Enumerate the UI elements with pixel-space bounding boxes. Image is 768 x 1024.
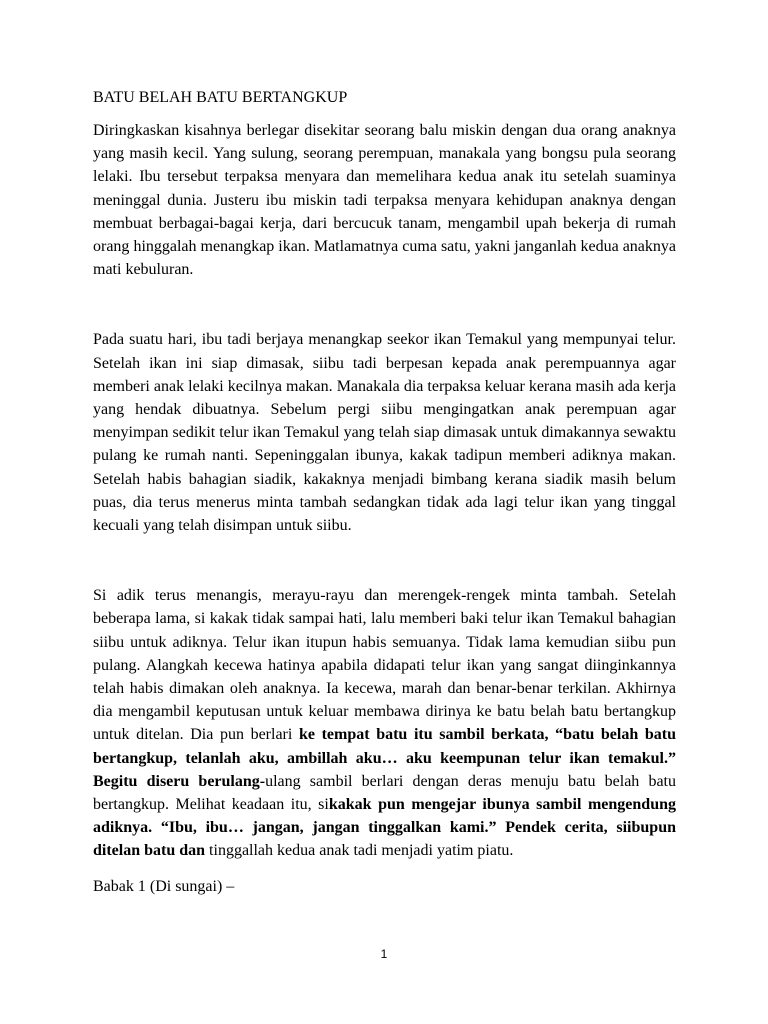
paragraph-text-segment: Si adik terus menangis, merayu-rayu dan merengek-rengek minta tambah. Setelah beberapa lama, si kakak tidak sampai hati, lalu memberi baki telur ikan Temakul bahagian siibu untuk adiknya. Telur ikan itupun habis semuanya. Tidak lama kemudian siibu pun pulang. Alangkah kecewa hatinya apabila didapati telur ikan yang sangat diinginkannya telah habis dimakan oleh anaknya. Ia kecewa, marah dan benar-benar terkilan. Akhirnya dia mengambil keputusan untuk keluar membawa dirinya ke batu belah batu bertangkup untuk ditelan. Dia pun berlari (93, 587, 676, 744)
paragraph-intro: Diringkaskan kisahnya berlegar disekitar seorang balu miskin dengan dua orang anaknya yang masih kecil. Yang sulung, seorang perempuan, manakala yang bongsu pula seorang lelaki. Ibu tersebut terpaksa menyara dan memelihara kedua anak itu setelah suaminya meninggal dunia. Justeru ibu miskin tadi terpaksa menyara kehidupan anaknya dengan membuat berbagai-bagai kerja, dari bercucuk tanam, mengambil upah bekerja di rumah orang hinggalah menangkap ikan. Matlamatnya cuma satu, yakni janganlah kedua anaknya mati kebuluran. (93, 122, 676, 279)
paragraph-story-ending (93, 584, 676, 862)
paragraph-story-ikan-temakul: Pada suatu hari, ibu tadi berjaya menangkap seekor ikan Temakul yang mempunyai telur. Setelah ikan ini siap dimasak, siibu tadi berpesan kepada anak perempuannya agar memberi anak lelaki kecilnya makan. Manakala dia terpaksa keluar kerana masih ada kerja yang hendak dibuatnya. Sebelum pergi siibu mengingatkan anak perempuan agar menyimpan sedikit telur ikan Temakul yang telah siap dimasak untuk dimakannya sewaktu pulang ke rumah nanti. Sepeninggalan ibunya, kakak tadipun memberi adiknya makan. Setelah habis bahagian siadik, kakaknya menjadi bimbang kerana siadik masih belum puas, dia terus menerus minta tambah sedangkan tidak ada lagi telur ikan yang tinggal kecuali yang telah disimpan untuk siibu. (93, 331, 676, 535)
page-number: 1 (380, 947, 388, 961)
paragraph-bold-segment: kakak pun mengejar ibunya sambil mengendung adiknya. “Ibu, ibu… jangan, jangan tinggalkan kami.” Pendek cerita, siibupun ditelan batu dan (93, 796, 677, 860)
document-page (93, 86, 676, 898)
document-title: BATU BELAH BATU BERTANGKUP (93, 89, 348, 106)
paragraph-text-segment: tinggallah kedua anak tadi menjadi yatim piatu. (205, 842, 514, 860)
paragraph-bold-segment: ke tempat batu itu sambil berkata, “batu belah batu bertangkup, telanlah aku, ambillah aku… aku keempunan telur ikan temakul.” Begitu diseru berulang- (93, 726, 677, 790)
section-heading-babak-1: Babak 1 (Di sungai) – (93, 877, 235, 895)
paragraph-text-segment: ulang sambil berlari dengan deras menuju batu belah batu bertangkup. Melihat keadaan itu, si (93, 772, 677, 814)
